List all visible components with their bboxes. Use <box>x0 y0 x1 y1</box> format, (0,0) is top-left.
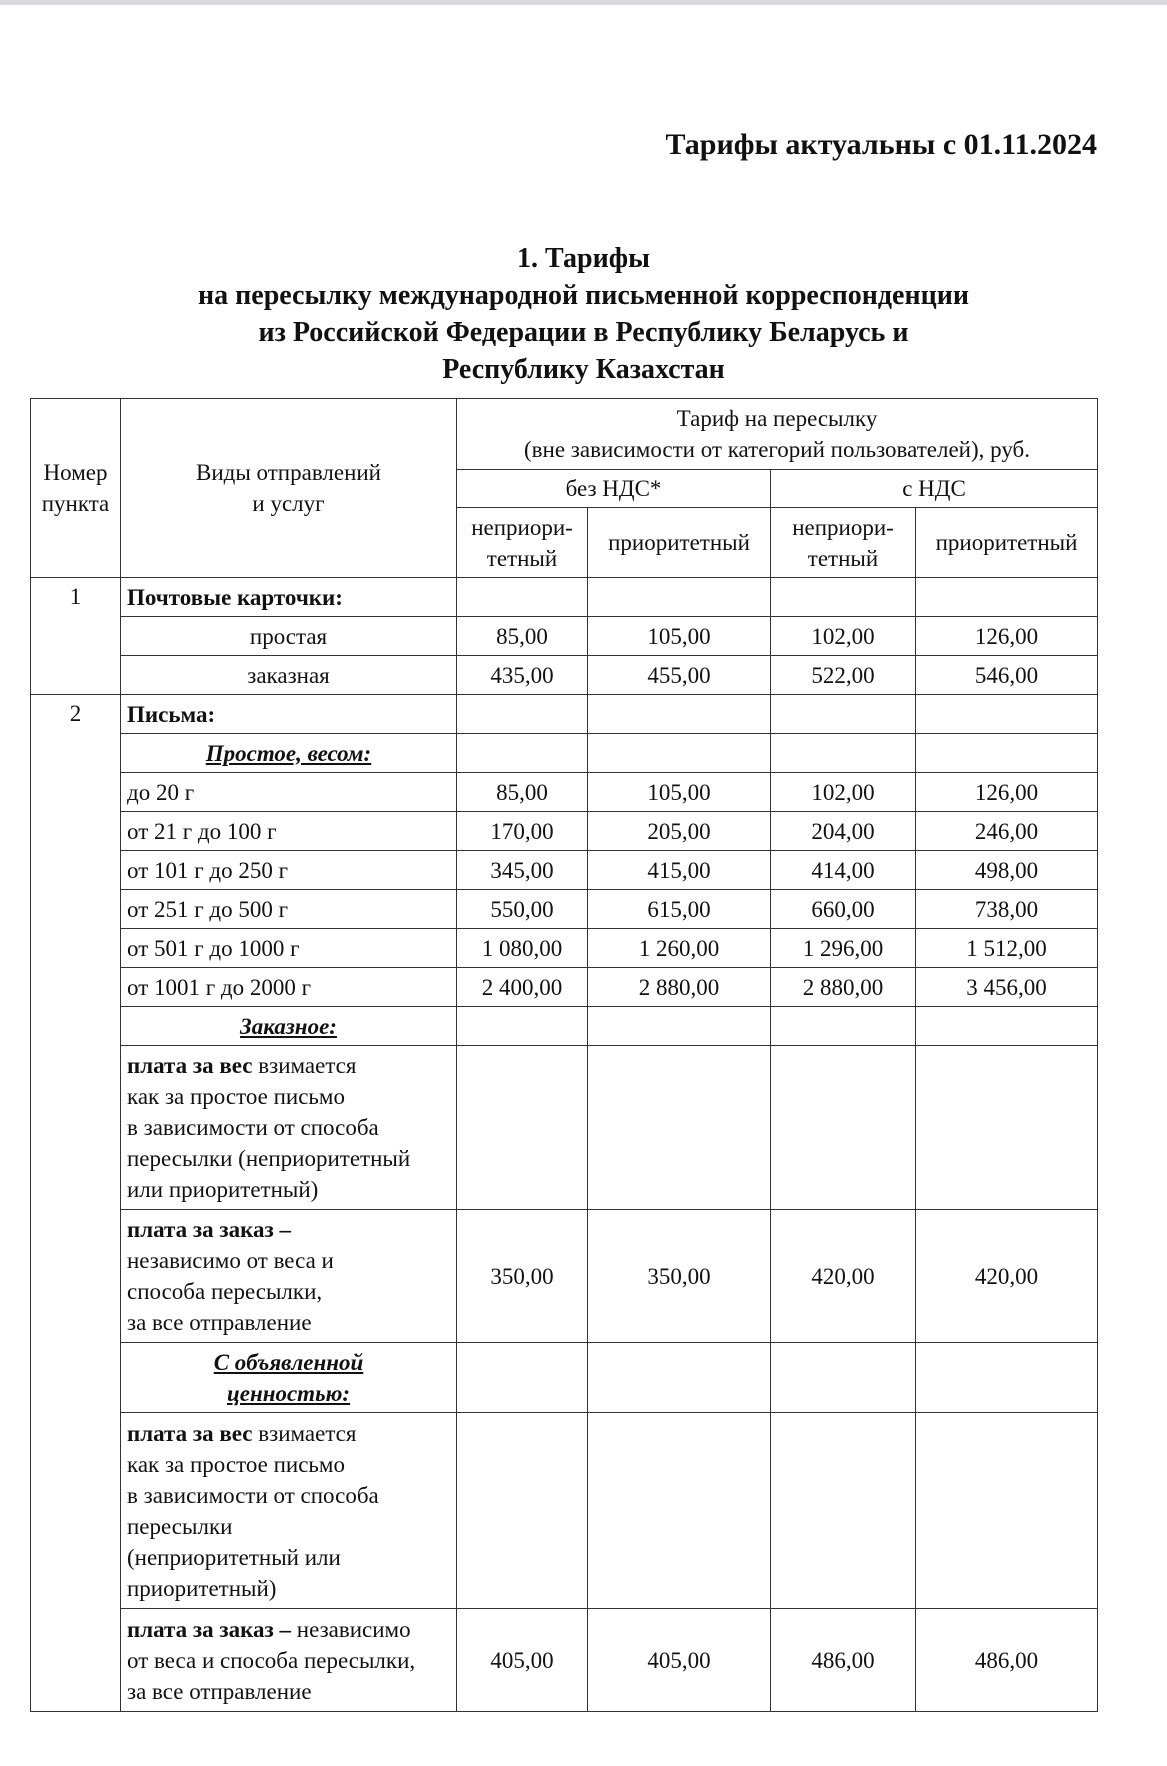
table-row <box>31 1007 1098 1046</box>
value-cell: 660,00 <box>771 890 916 929</box>
value-cell: 615,00 <box>588 890 771 929</box>
row-label: от 21 г до 100 г <box>121 812 457 851</box>
table-row <box>31 1210 1098 1343</box>
value-cell: 205,00 <box>588 812 771 851</box>
item-number: 2 <box>31 695 121 1712</box>
value-cell: 1 260,00 <box>588 929 771 968</box>
nonpriority-header: неприори- тетный <box>457 508 588 578</box>
document-title <box>0 240 1167 388</box>
table-row <box>31 695 1098 734</box>
title-line: Республику Казахстан <box>442 354 725 385</box>
priority-header: приоритетный <box>916 508 1098 578</box>
table-row <box>31 1343 1098 1413</box>
value-cell: 102,00 <box>771 617 916 656</box>
value-cell: 486,00 <box>916 1609 1098 1712</box>
title-line: на пересылку международной письменной корреспонденции <box>198 280 969 311</box>
table-row <box>31 656 1098 695</box>
section-label: Почтовые карточки: <box>121 578 457 617</box>
value-cell: 246,00 <box>916 812 1098 851</box>
registration-fee-description: плата за заказ – независимо от веса и способа пересылки, за все отправление <box>121 1609 457 1712</box>
row-label: от 501 г до 1000 г <box>121 929 457 968</box>
value-cell: 85,00 <box>457 773 588 812</box>
value-cell: 415,00 <box>588 851 771 890</box>
row-label: заказная <box>121 656 457 695</box>
subsection-label: С объявленной ценностью: <box>121 1343 457 1413</box>
value-cell: 455,00 <box>588 656 771 695</box>
weight-fee-description: плата за вес взимается как за простое письмо в зависимости от способа пересылки (неприоритетный или приоритетный) <box>121 1046 457 1210</box>
value-cell: 1 512,00 <box>916 929 1098 968</box>
col-number-header: Номер пункта <box>31 399 121 578</box>
title-line: из Российской Федерации в Республику Беларусь и <box>258 317 909 348</box>
col-kinds-header: Виды отправлений и услуг <box>121 399 457 578</box>
actual-date: Тарифы актуальны с 01.11.2024 <box>665 128 1097 161</box>
vat-header: с НДС <box>771 470 1098 508</box>
value-cell: 546,00 <box>916 656 1098 695</box>
value-cell: 85,00 <box>457 617 588 656</box>
value-cell: 420,00 <box>916 1210 1098 1343</box>
value-cell: 405,00 <box>588 1609 771 1712</box>
value-cell: 2 880,00 <box>588 968 771 1007</box>
value-cell: 204,00 <box>771 812 916 851</box>
table-row <box>31 851 1098 890</box>
value-cell: 170,00 <box>457 812 588 851</box>
table-row <box>31 968 1098 1007</box>
value-cell: 350,00 <box>588 1210 771 1343</box>
value-cell: 3 456,00 <box>916 968 1098 1007</box>
table-row <box>31 578 1098 617</box>
table-row <box>31 890 1098 929</box>
title-line: 1. Тарифы <box>517 243 650 274</box>
value-cell: 405,00 <box>457 1609 588 1712</box>
tariff-header: Тариф на пересылку (вне зависимости от категорий пользователей), руб. <box>457 399 1098 470</box>
value-cell: 2 880,00 <box>771 968 916 1007</box>
table-row <box>31 929 1098 968</box>
table-row <box>31 1046 1098 1210</box>
value-cell: 350,00 <box>457 1210 588 1343</box>
value-cell: 498,00 <box>916 851 1098 890</box>
value-cell: 126,00 <box>916 617 1098 656</box>
top-divider <box>0 0 1167 5</box>
subsection-label: Заказное: <box>121 1007 457 1046</box>
value-cell: 105,00 <box>588 773 771 812</box>
subsection-label: Простое, весом: <box>121 734 457 773</box>
nonpriority-header: неприори- тетный <box>771 508 916 578</box>
tariff-table <box>30 398 1098 1712</box>
value-cell: 435,00 <box>457 656 588 695</box>
value-cell: 1 296,00 <box>771 929 916 968</box>
value-cell: 126,00 <box>916 773 1098 812</box>
value-cell: 738,00 <box>916 890 1098 929</box>
table-row <box>31 734 1098 773</box>
section-label: Письма: <box>121 695 457 734</box>
value-cell: 550,00 <box>457 890 588 929</box>
item-number: 1 <box>31 578 121 695</box>
priority-header: приоритетный <box>588 508 771 578</box>
registration-fee-description: плата за заказ – независимо от веса и способа пересылки, за все отправление <box>121 1210 457 1343</box>
row-label: от 1001 г до 2000 г <box>121 968 457 1007</box>
value-cell: 486,00 <box>771 1609 916 1712</box>
table-row <box>31 812 1098 851</box>
value-cell: 420,00 <box>771 1210 916 1343</box>
table-row <box>31 773 1098 812</box>
value-cell: 414,00 <box>771 851 916 890</box>
row-label: от 101 г до 250 г <box>121 851 457 890</box>
value-cell: 102,00 <box>771 773 916 812</box>
value-cell: 2 400,00 <box>457 968 588 1007</box>
no-vat-header: без НДС* <box>457 470 771 508</box>
row-label: простая <box>121 617 457 656</box>
value-cell: 105,00 <box>588 617 771 656</box>
value-cell: 522,00 <box>771 656 916 695</box>
table-row <box>31 1609 1098 1712</box>
row-label: от 251 г до 500 г <box>121 890 457 929</box>
table-row <box>31 617 1098 656</box>
value-cell: 345,00 <box>457 851 588 890</box>
weight-fee-description: плата за вес взимается как за простое письмо в зависимости от способа пересылки (неприоритетный или приоритетный) <box>121 1413 457 1609</box>
value-cell: 1 080,00 <box>457 929 588 968</box>
header-row <box>31 399 1098 470</box>
table-row <box>31 1413 1098 1609</box>
row-label: до 20 г <box>121 773 457 812</box>
